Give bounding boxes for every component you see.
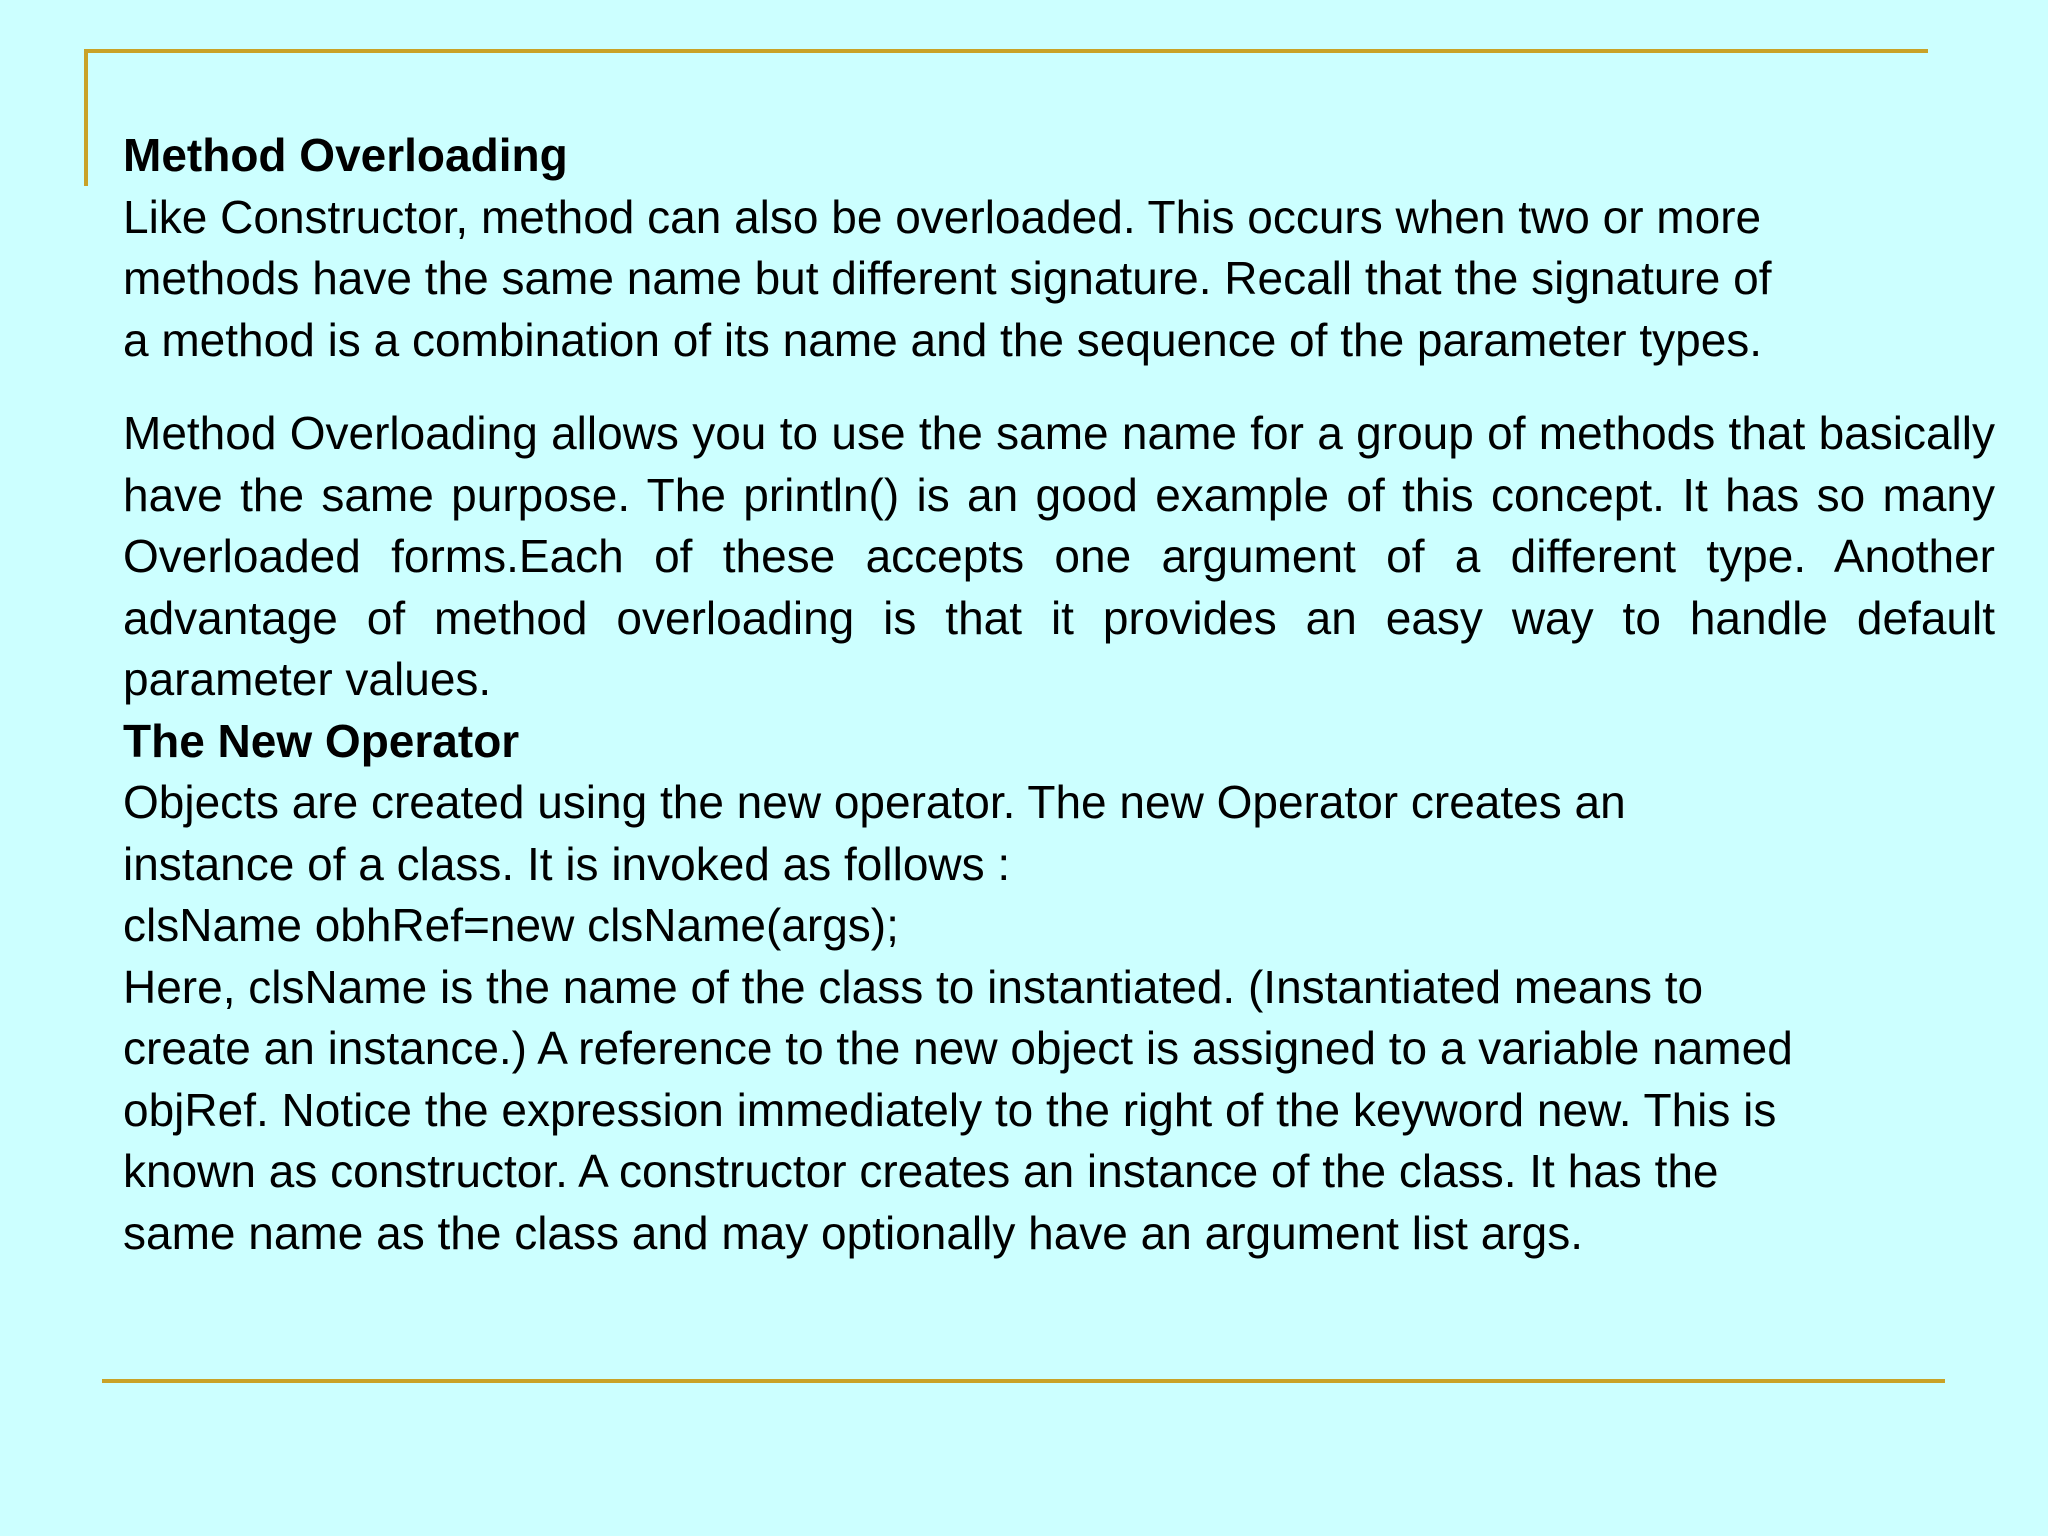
- paragraph-line: known as constructor. A constructor creates an instance of the class. It has the: [123, 1145, 1719, 1197]
- paragraph-line: a method is a combination of its name and the sequence of the parameter types.: [123, 313, 1763, 366]
- bottom-rule: [102, 1379, 1945, 1383]
- section-heading-new-operator: The New Operator: [123, 714, 520, 767]
- code-line: clsName obhRef=new clsName(args);: [123, 899, 899, 951]
- left-rule: [84, 49, 88, 186]
- slide-body: [123, 125, 1995, 1264]
- paragraph-line: Here, clsName is the name of the class to instantiated. (Instantiated means to: [123, 960, 1704, 1013]
- paragraph-overloading-purpose: Method Overloading allows you to use the same name for a group of methods that basically have the same purpose. The println() is an good example of this concept. It has so many Overloaded forms.Each of these accepts one argument of a different type. Another advantage of method overloading is that it provides an easy way to handle default parameter values.: [123, 407, 1995, 705]
- paragraph-line: instance of a class. It is invoked as follows :: [123, 837, 1011, 890]
- paragraph-line: objRef. Notice the expression immediately to the right of the keyword new. This is: [123, 1083, 1777, 1136]
- paragraph-line: Objects are created using the new operator. The new Operator creates an: [123, 776, 1626, 828]
- paragraph-line: same name as the class and may optionally have an argument list args.: [123, 1206, 1583, 1259]
- section-heading-method-overloading: Method Overloading: [123, 129, 568, 181]
- top-rule: [84, 49, 1928, 53]
- paragraph-line: methods have the same name but different signature. Recall that the signature of: [123, 252, 1772, 304]
- paragraph-line: create an instance.) A reference to the new object is assigned to a variable named: [123, 1022, 1793, 1074]
- paragraph-line: Like Constructor, method can also be overloaded. This occurs when two or more: [123, 190, 1762, 243]
